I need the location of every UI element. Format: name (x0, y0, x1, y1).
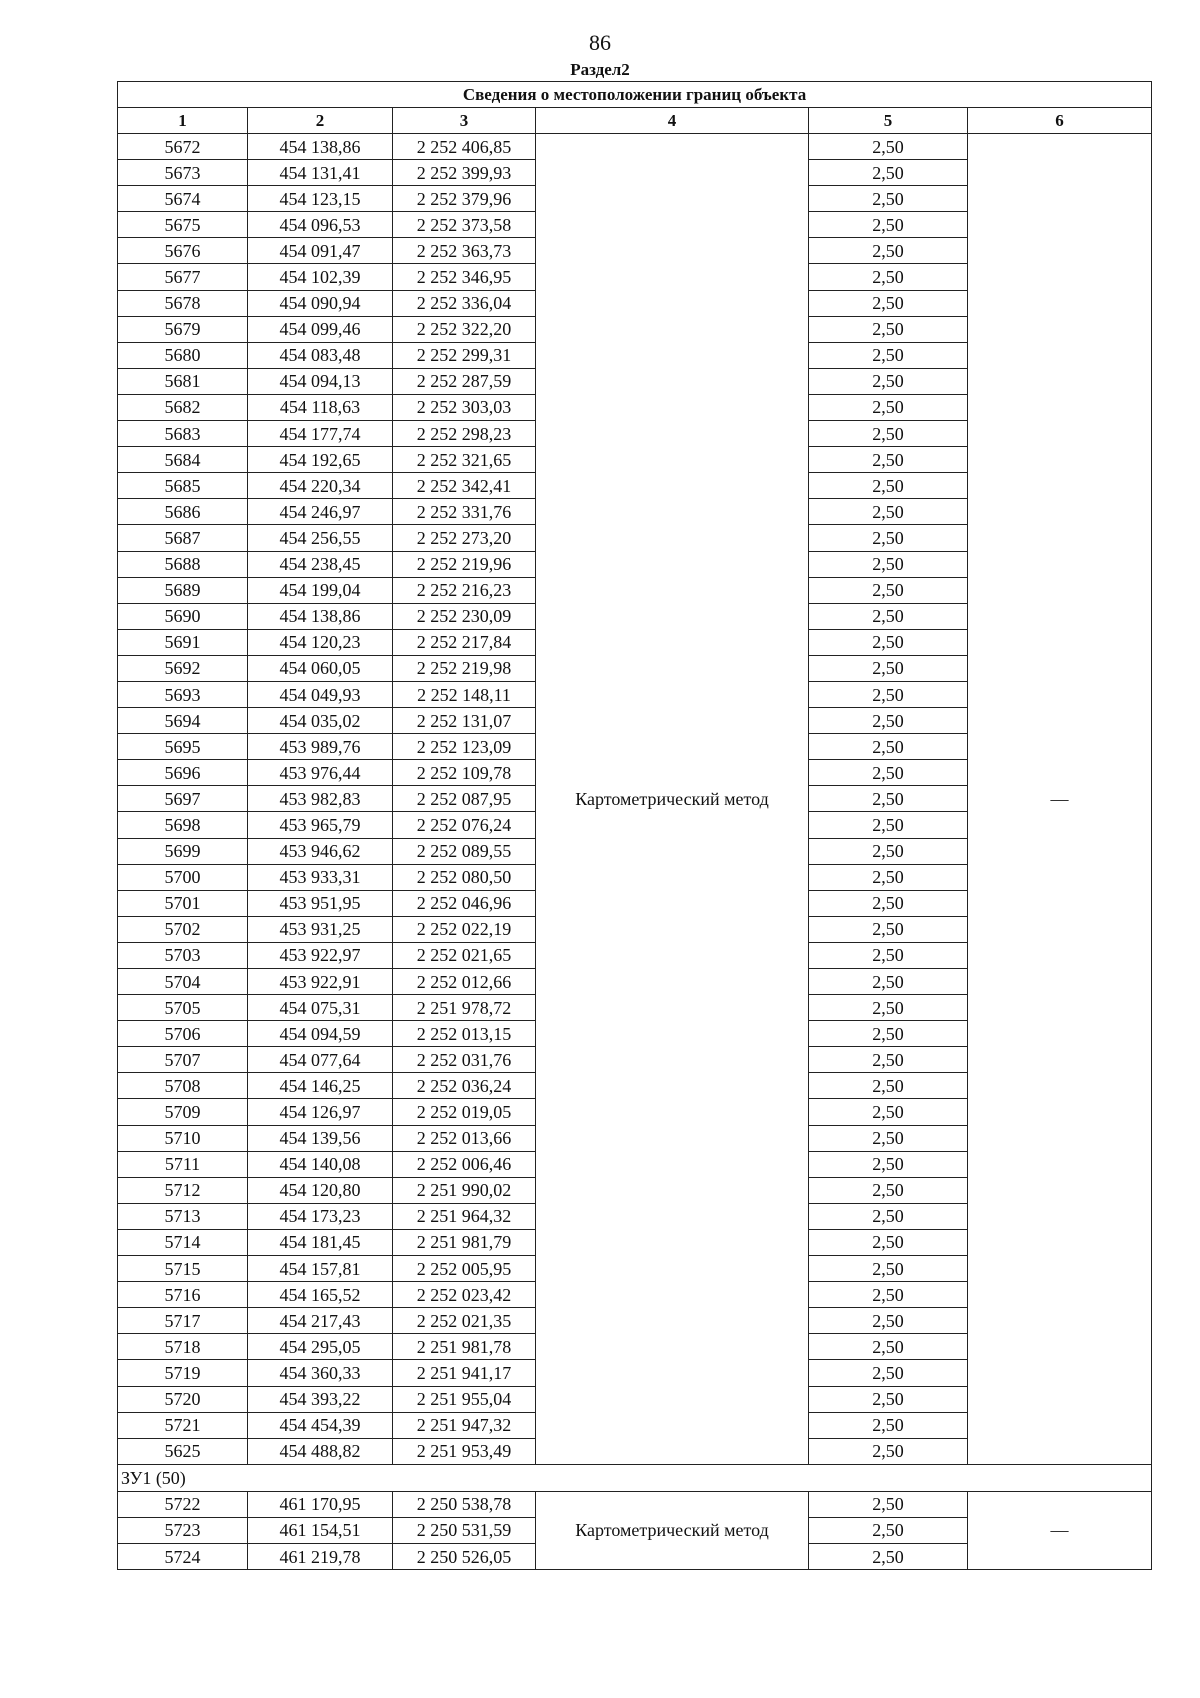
accuracy-cell: 2,50 (809, 864, 968, 890)
y-coordinate-cell: 2 252 406,85 (393, 134, 536, 160)
group-label: ЗУ1 (50) (118, 1464, 1152, 1491)
x-coordinate-cell: 454 157,81 (248, 1256, 393, 1282)
x-coordinate-cell: 454 049,93 (248, 681, 393, 707)
y-coordinate-cell: 2 252 346,95 (393, 264, 536, 290)
y-coordinate-cell: 2 251 955,04 (393, 1386, 536, 1412)
accuracy-cell: 2,50 (809, 1282, 968, 1308)
y-coordinate-cell: 2 252 123,09 (393, 734, 536, 760)
accuracy-cell: 2,50 (809, 342, 968, 368)
x-coordinate-cell: 454 075,31 (248, 995, 393, 1021)
x-coordinate-cell: 461 154,51 (248, 1517, 393, 1543)
point-number-cell: 5686 (118, 499, 248, 525)
accuracy-cell: 2,50 (809, 734, 968, 760)
point-number-cell: 5716 (118, 1282, 248, 1308)
page-number: 86 (589, 30, 611, 55)
accuracy-cell: 2,50 (809, 786, 968, 812)
x-coordinate-cell: 454 083,48 (248, 342, 393, 368)
point-number-cell: 5692 (118, 655, 248, 681)
accuracy-cell: 2,50 (809, 1021, 968, 1047)
y-coordinate-cell: 2 250 526,05 (393, 1543, 536, 1569)
y-coordinate-cell: 2 252 321,65 (393, 447, 536, 473)
y-coordinate-cell: 2 252 299,31 (393, 342, 536, 368)
y-coordinate-cell: 2 250 538,78 (393, 1491, 536, 1517)
point-number-cell: 5674 (118, 186, 248, 212)
y-coordinate-cell: 2 251 978,72 (393, 995, 536, 1021)
accuracy-cell: 2,50 (809, 1308, 968, 1334)
y-coordinate-cell: 2 252 036,24 (393, 1073, 536, 1099)
x-coordinate-cell: 454 488,82 (248, 1438, 393, 1464)
y-coordinate-cell: 2 252 087,95 (393, 786, 536, 812)
accuracy-cell: 2,50 (809, 1203, 968, 1229)
accuracy-cell: 2,50 (809, 812, 968, 838)
point-number-cell: 5706 (118, 1021, 248, 1047)
x-coordinate-cell: 454 123,15 (248, 186, 393, 212)
y-coordinate-cell: 2 251 990,02 (393, 1177, 536, 1203)
x-coordinate-cell: 454 138,86 (248, 134, 393, 160)
y-coordinate-cell: 2 252 273,20 (393, 525, 536, 551)
y-coordinate-cell: 2 252 013,15 (393, 1021, 536, 1047)
accuracy-cell: 2,50 (809, 421, 968, 447)
accuracy-cell: 2,50 (809, 890, 968, 916)
note-cell: — (968, 134, 1152, 1465)
accuracy-cell: 2,50 (809, 525, 968, 551)
x-coordinate-cell: 461 170,95 (248, 1491, 393, 1517)
point-number-cell: 5713 (118, 1203, 248, 1229)
accuracy-cell: 2,50 (809, 160, 968, 186)
point-number-cell: 5708 (118, 1073, 248, 1099)
x-coordinate-cell: 454 140,08 (248, 1151, 393, 1177)
x-coordinate-cell: 454 256,55 (248, 525, 393, 551)
accuracy-cell: 2,50 (809, 447, 968, 473)
y-coordinate-cell: 2 252 336,04 (393, 290, 536, 316)
column-header-1: 1 (118, 108, 248, 134)
point-number-cell: 5724 (118, 1543, 248, 1569)
point-number-cell: 5625 (118, 1438, 248, 1464)
accuracy-cell: 2,50 (809, 995, 968, 1021)
accuracy-cell: 2,50 (809, 1412, 968, 1438)
x-coordinate-cell: 454 199,04 (248, 577, 393, 603)
y-coordinate-cell: 2 251 981,79 (393, 1229, 536, 1255)
point-number-cell: 5677 (118, 264, 248, 290)
y-coordinate-cell: 2 251 953,49 (393, 1438, 536, 1464)
point-number-cell: 5681 (118, 368, 248, 394)
column-header-5: 5 (809, 108, 968, 134)
x-coordinate-cell: 453 989,76 (248, 734, 393, 760)
accuracy-cell: 2,50 (809, 368, 968, 394)
y-coordinate-cell: 2 251 981,78 (393, 1334, 536, 1360)
accuracy-cell: 2,50 (809, 290, 968, 316)
y-coordinate-cell: 2 251 964,32 (393, 1203, 536, 1229)
y-coordinate-cell: 2 252 303,03 (393, 394, 536, 420)
x-coordinate-cell: 454 096,53 (248, 212, 393, 238)
accuracy-cell: 2,50 (809, 1256, 968, 1282)
accuracy-cell: 2,50 (809, 1438, 968, 1464)
point-number-cell: 5705 (118, 995, 248, 1021)
boundary-coordinates-table (117, 81, 1152, 1570)
point-number-cell: 5695 (118, 734, 248, 760)
point-number-cell: 5682 (118, 394, 248, 420)
x-coordinate-cell: 454 094,59 (248, 1021, 393, 1047)
x-coordinate-cell: 454 165,52 (248, 1282, 393, 1308)
x-coordinate-cell: 454 181,45 (248, 1229, 393, 1255)
x-coordinate-cell: 454 099,46 (248, 316, 393, 342)
y-coordinate-cell: 2 252 109,78 (393, 760, 536, 786)
y-coordinate-cell: 2 252 219,98 (393, 655, 536, 681)
accuracy-cell: 2,50 (809, 1073, 968, 1099)
x-coordinate-cell: 454 035,02 (248, 708, 393, 734)
accuracy-cell: 2,50 (809, 264, 968, 290)
point-number-cell: 5718 (118, 1334, 248, 1360)
point-number-cell: 5684 (118, 447, 248, 473)
y-coordinate-cell: 2 251 941,17 (393, 1360, 536, 1386)
accuracy-cell: 2,50 (809, 942, 968, 968)
table-title-row (118, 82, 1152, 108)
x-coordinate-cell: 454 238,45 (248, 551, 393, 577)
x-coordinate-cell: 454 220,34 (248, 473, 393, 499)
x-coordinate-cell: 454 060,05 (248, 655, 393, 681)
method-cell: Картометрический метод (536, 134, 809, 1465)
x-coordinate-cell: 454 360,33 (248, 1360, 393, 1386)
accuracy-cell: 2,50 (809, 1491, 968, 1517)
accuracy-cell: 2,50 (809, 1099, 968, 1125)
accuracy-cell: 2,50 (809, 916, 968, 942)
accuracy-cell: 2,50 (809, 1177, 968, 1203)
point-number-cell: 5722 (118, 1491, 248, 1517)
x-coordinate-cell: 453 933,31 (248, 864, 393, 890)
y-coordinate-cell: 2 252 023,42 (393, 1282, 536, 1308)
accuracy-cell: 2,50 (809, 681, 968, 707)
x-coordinate-cell: 454 120,23 (248, 629, 393, 655)
x-coordinate-cell: 453 946,62 (248, 838, 393, 864)
point-number-cell: 5679 (118, 316, 248, 342)
y-coordinate-cell: 2 252 019,05 (393, 1099, 536, 1125)
column-header-4: 4 (536, 108, 809, 134)
y-coordinate-cell: 2 252 217,84 (393, 629, 536, 655)
y-coordinate-cell: 2 252 006,46 (393, 1151, 536, 1177)
point-number-cell: 5691 (118, 629, 248, 655)
x-coordinate-cell: 453 976,44 (248, 760, 393, 786)
x-coordinate-cell: 454 393,22 (248, 1386, 393, 1412)
y-coordinate-cell: 2 252 331,76 (393, 499, 536, 525)
x-coordinate-cell: 454 138,86 (248, 603, 393, 629)
accuracy-cell: 2,50 (809, 1334, 968, 1360)
accuracy-cell: 2,50 (809, 1047, 968, 1073)
section-title: Раздел2 (570, 60, 630, 79)
point-number-cell: 5688 (118, 551, 248, 577)
accuracy-cell: 2,50 (809, 1543, 968, 1569)
x-coordinate-cell: 453 951,95 (248, 890, 393, 916)
y-coordinate-cell: 2 252 363,73 (393, 238, 536, 264)
accuracy-cell: 2,50 (809, 655, 968, 681)
y-coordinate-cell: 2 252 322,20 (393, 316, 536, 342)
column-header-3: 3 (393, 108, 536, 134)
y-coordinate-cell: 2 252 399,93 (393, 160, 536, 186)
accuracy-cell: 2,50 (809, 316, 968, 342)
point-number-cell: 5673 (118, 160, 248, 186)
point-number-cell: 5685 (118, 473, 248, 499)
point-number-cell: 5701 (118, 890, 248, 916)
y-coordinate-cell: 2 252 379,96 (393, 186, 536, 212)
column-header-6: 6 (968, 108, 1152, 134)
y-coordinate-cell: 2 252 287,59 (393, 368, 536, 394)
point-number-cell: 5678 (118, 290, 248, 316)
method-cell: Картометрический метод (536, 1491, 809, 1569)
point-number-cell: 5717 (118, 1308, 248, 1334)
y-coordinate-cell: 2 252 342,41 (393, 473, 536, 499)
point-number-cell: 5714 (118, 1229, 248, 1255)
y-coordinate-cell: 2 252 131,07 (393, 708, 536, 734)
x-coordinate-cell: 454 102,39 (248, 264, 393, 290)
point-number-cell: 5707 (118, 1047, 248, 1073)
point-number-cell: 5719 (118, 1360, 248, 1386)
point-number-cell: 5696 (118, 760, 248, 786)
y-coordinate-cell: 2 252 373,58 (393, 212, 536, 238)
y-coordinate-cell: 2 252 219,96 (393, 551, 536, 577)
accuracy-cell: 2,50 (809, 603, 968, 629)
accuracy-cell: 2,50 (809, 551, 968, 577)
x-coordinate-cell: 453 982,83 (248, 786, 393, 812)
accuracy-cell: 2,50 (809, 394, 968, 420)
accuracy-cell: 2,50 (809, 838, 968, 864)
x-coordinate-cell: 454 118,63 (248, 394, 393, 420)
y-coordinate-cell: 2 252 031,76 (393, 1047, 536, 1073)
x-coordinate-cell: 454 090,94 (248, 290, 393, 316)
x-coordinate-cell: 454 146,25 (248, 1073, 393, 1099)
note-cell: — (968, 1491, 1152, 1569)
accuracy-cell: 2,50 (809, 473, 968, 499)
accuracy-cell: 2,50 (809, 1517, 968, 1543)
point-number-cell: 5721 (118, 1412, 248, 1438)
x-coordinate-cell: 453 922,97 (248, 942, 393, 968)
point-number-cell: 5700 (118, 864, 248, 890)
accuracy-cell: 2,50 (809, 577, 968, 603)
x-coordinate-cell: 454 177,74 (248, 421, 393, 447)
point-number-cell: 5697 (118, 786, 248, 812)
x-coordinate-cell: 454 192,65 (248, 447, 393, 473)
y-coordinate-cell: 2 252 046,96 (393, 890, 536, 916)
point-number-cell: 5693 (118, 681, 248, 707)
point-number-cell: 5690 (118, 603, 248, 629)
point-number-cell: 5720 (118, 1386, 248, 1412)
point-number-cell: 5694 (118, 708, 248, 734)
accuracy-cell: 2,50 (809, 1360, 968, 1386)
y-coordinate-cell: 2 252 089,55 (393, 838, 536, 864)
point-number-cell: 5723 (118, 1517, 248, 1543)
accuracy-cell: 2,50 (809, 629, 968, 655)
accuracy-cell: 2,50 (809, 186, 968, 212)
point-number-cell: 5710 (118, 1125, 248, 1151)
point-number-cell: 5687 (118, 525, 248, 551)
accuracy-cell: 2,50 (809, 499, 968, 525)
x-coordinate-cell: 453 922,91 (248, 969, 393, 995)
point-number-cell: 5709 (118, 1099, 248, 1125)
point-number-cell: 5704 (118, 969, 248, 995)
point-number-cell: 5702 (118, 916, 248, 942)
x-coordinate-cell: 454 120,80 (248, 1177, 393, 1203)
y-coordinate-cell: 2 251 947,32 (393, 1412, 536, 1438)
x-coordinate-cell: 454 295,05 (248, 1334, 393, 1360)
x-coordinate-cell: 461 219,78 (248, 1543, 393, 1569)
point-number-cell: 5703 (118, 942, 248, 968)
accuracy-cell: 2,50 (809, 212, 968, 238)
column-header-2: 2 (248, 108, 393, 134)
y-coordinate-cell: 2 252 021,35 (393, 1308, 536, 1334)
x-coordinate-cell: 454 217,43 (248, 1308, 393, 1334)
point-number-cell: 5672 (118, 134, 248, 160)
accuracy-cell: 2,50 (809, 134, 968, 160)
y-coordinate-cell: 2 252 298,23 (393, 421, 536, 447)
y-coordinate-cell: 2 252 230,09 (393, 603, 536, 629)
y-coordinate-cell: 2 252 013,66 (393, 1125, 536, 1151)
x-coordinate-cell: 454 126,97 (248, 1099, 393, 1125)
accuracy-cell: 2,50 (809, 1125, 968, 1151)
point-number-cell: 5712 (118, 1177, 248, 1203)
y-coordinate-cell: 2 252 005,95 (393, 1256, 536, 1282)
y-coordinate-cell: 2 252 021,65 (393, 942, 536, 968)
y-coordinate-cell: 2 252 216,23 (393, 577, 536, 603)
y-coordinate-cell: 2 252 080,50 (393, 864, 536, 890)
x-coordinate-cell: 453 931,25 (248, 916, 393, 942)
group-label-row (118, 1464, 1152, 1491)
x-coordinate-cell: 454 131,41 (248, 160, 393, 186)
x-coordinate-cell: 454 091,47 (248, 238, 393, 264)
y-coordinate-cell: 2 252 012,66 (393, 969, 536, 995)
table-title: Сведения о местоположении границ объекта (118, 82, 1152, 108)
table-row (118, 134, 1152, 160)
accuracy-cell: 2,50 (809, 708, 968, 734)
x-coordinate-cell: 454 246,97 (248, 499, 393, 525)
x-coordinate-cell: 454 077,64 (248, 1047, 393, 1073)
y-coordinate-cell: 2 252 022,19 (393, 916, 536, 942)
y-coordinate-cell: 2 252 076,24 (393, 812, 536, 838)
point-number-cell: 5698 (118, 812, 248, 838)
table-row (118, 1491, 1152, 1517)
x-coordinate-cell: 453 965,79 (248, 812, 393, 838)
x-coordinate-cell: 454 094,13 (248, 368, 393, 394)
accuracy-cell: 2,50 (809, 238, 968, 264)
x-coordinate-cell: 454 173,23 (248, 1203, 393, 1229)
accuracy-cell: 2,50 (809, 1386, 968, 1412)
point-number-cell: 5711 (118, 1151, 248, 1177)
point-number-cell: 5689 (118, 577, 248, 603)
accuracy-cell: 2,50 (809, 969, 968, 995)
point-number-cell: 5715 (118, 1256, 248, 1282)
accuracy-cell: 2,50 (809, 760, 968, 786)
x-coordinate-cell: 454 454,39 (248, 1412, 393, 1438)
point-number-cell: 5699 (118, 838, 248, 864)
point-number-cell: 5683 (118, 421, 248, 447)
y-coordinate-cell: 2 252 148,11 (393, 681, 536, 707)
table-header-row (118, 108, 1152, 134)
point-number-cell: 5680 (118, 342, 248, 368)
accuracy-cell: 2,50 (809, 1229, 968, 1255)
point-number-cell: 5676 (118, 238, 248, 264)
point-number-cell: 5675 (118, 212, 248, 238)
y-coordinate-cell: 2 250 531,59 (393, 1517, 536, 1543)
x-coordinate-cell: 454 139,56 (248, 1125, 393, 1151)
accuracy-cell: 2,50 (809, 1151, 968, 1177)
